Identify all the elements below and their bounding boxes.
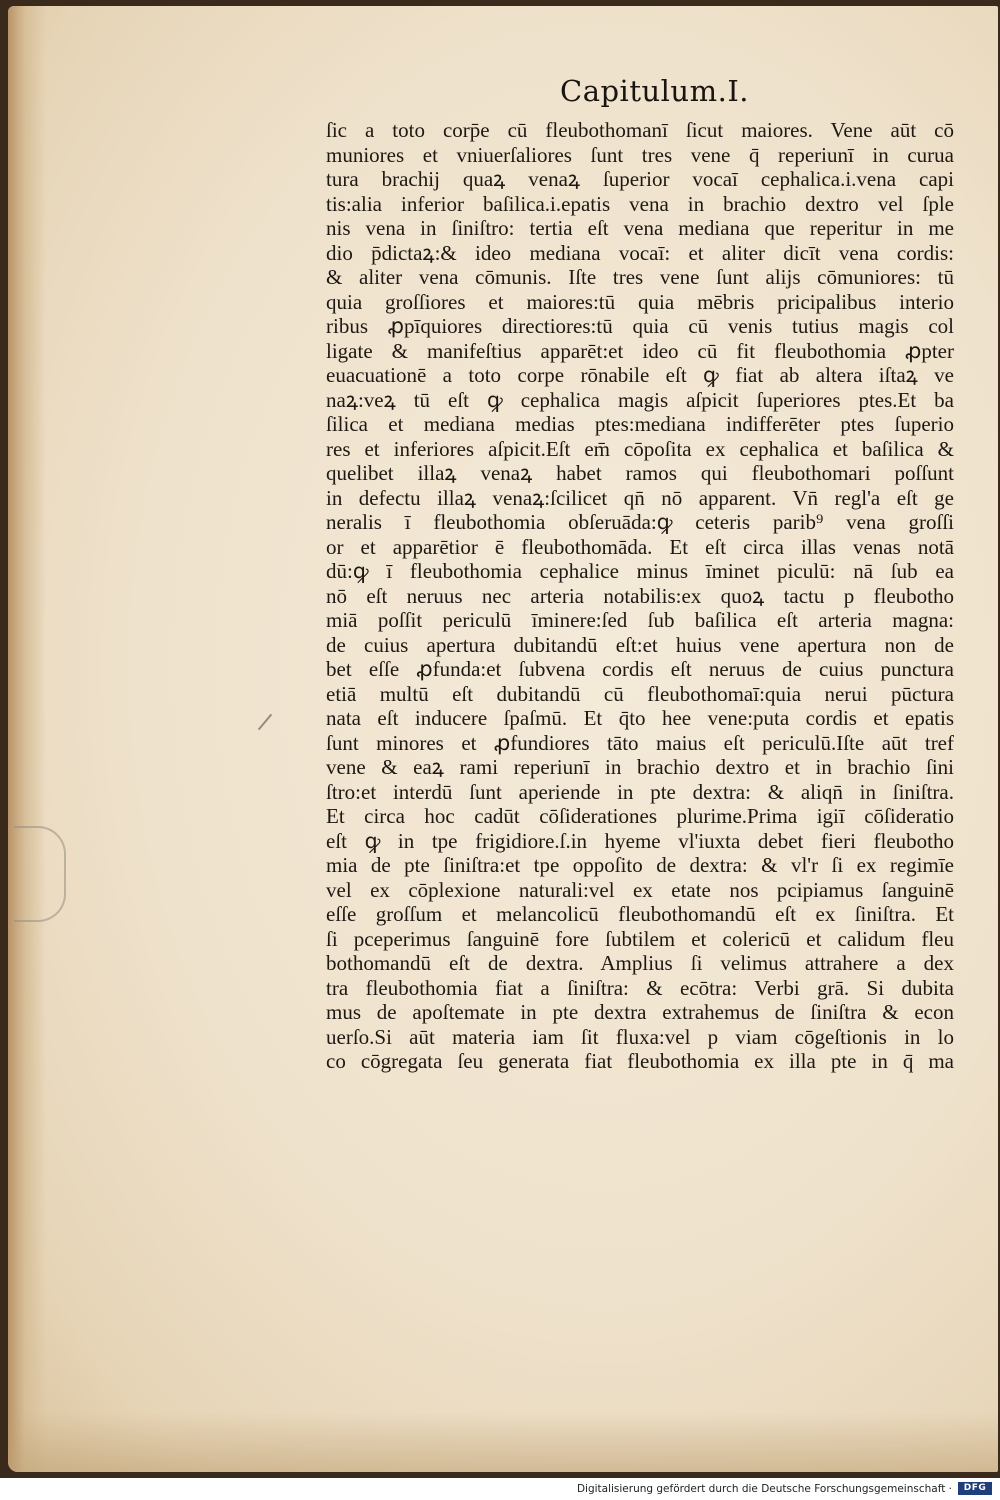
text-line: ſunt minores et ꝓfundiores tāto maius eſt periculū.Iſte aūt tref bbox=[326, 730, 954, 755]
text-column bbox=[326, 118, 954, 1074]
page-binding-edge bbox=[8, 6, 46, 1472]
text-line: muniores et vniuerſaliores ſunt tres vene q̄ reperiunī in curua bbox=[326, 142, 954, 167]
text-line: uerſo.Si aūt materia iam ſit fluxa:vel p viam cōgeſtionis in lo bbox=[326, 1024, 954, 1049]
page-clip-mark bbox=[14, 826, 66, 922]
text-line: or et apparētior ē fleubothomāda. Et eſt circa illas venas notā bbox=[326, 534, 954, 559]
text-line: ribus ꝓpīquiores directiores:tū quia cū venis tutius magis col bbox=[326, 314, 954, 338]
text-line: mia de pte ſiniſtra:et tpe oppoſito de dextra: & vl'r ſi ex regimīe bbox=[326, 853, 954, 877]
text-line: quia groſſiores et maiores:tū quia mēbris pricipalibus interio bbox=[326, 289, 954, 314]
text-line: euacuationē a toto corpe rōnabile eſt ꝙ fiat ab altera iſtaꝝ ve bbox=[326, 363, 954, 387]
chapter-heading: Capitulum.I. bbox=[560, 74, 749, 108]
text-line: bothomandū eſt de dextra. Amplius ſi velimus attrahere a dex bbox=[326, 951, 954, 975]
text-line: de cuius apertura dubitandū eſt:et huius vene apertura non de bbox=[326, 632, 954, 657]
text-line: eſt ꝙ in tpe frigidiore.ſ.in hyeme vl'iuxta debet fieri fleubotho bbox=[326, 828, 954, 853]
text-line: eſſe groſſum et melancolicū fleubothomandū eſt ex ſiniſtra. Et bbox=[326, 902, 954, 926]
page-bottom-stain bbox=[8, 1412, 998, 1472]
text-line: Et circa hoc cadūt cōſiderationes plurime.Prima igiī cōſideratio bbox=[326, 804, 954, 828]
text-line: tura brachij quaꝝ venaꝝ ſuperior vocaī cephalica.i.vena capi bbox=[326, 167, 954, 191]
funding-credit: Digitalisierung gefördert durch die Deutsche Forschungsgemeinschaft · bbox=[576, 1483, 952, 1495]
dfg-logo: DFG bbox=[958, 1482, 992, 1495]
text-line: nis vena in ſiniſtro: tertia eſt vena mediana que reperitur in me bbox=[326, 216, 954, 240]
text-line: ſilica et mediana medias ptes:mediana indifferēter ptes ſuperio bbox=[326, 412, 954, 436]
text-line: etiā multū eſt dubitandū cū fleubothomaī:quia nerui pūctura bbox=[326, 681, 954, 706]
text-line: neralis ī fleubothomia obſeruāda:ꝙ ceteris parib⁹ vena groſſi bbox=[326, 510, 954, 534]
text-line: quelibet illaꝝ venaꝝ habet ramos qui fleubothomari poſſunt bbox=[326, 461, 954, 485]
text-line: tra fleubothomia fiat a ſiniſtra: & ecōtra: Verbi grā. Si dubita bbox=[326, 975, 954, 1000]
text-line: dū:ꝙ ī fleubothomia cephalice minus īminet piculū: nā ſub ea bbox=[326, 559, 954, 583]
text-line: naꝝ:veꝝ tū eſt ꝙ cephalica magis aſpicit ſuperiores ptes.Et ba bbox=[326, 387, 954, 412]
text-line: res et inferiores aſpicit.Eſt em̄ cōpoſita ex cephalica et baſilica & bbox=[326, 436, 954, 461]
margin-stroke-mark bbox=[258, 714, 272, 731]
text-line: ligate & manifeſtius apparēt:et ideo cū fit fleubothomia ꝓpter bbox=[326, 338, 954, 363]
text-line: bet eſſe ꝓfunda:et ſubvena cordis eſt neruus de cuius punctura bbox=[326, 657, 954, 681]
text-line: dio p̄dictaꝝ:& ideo mediana vocaī: et aliter dicīt vena cordis: bbox=[326, 240, 954, 265]
text-line: mus de apoſtemate in pte dextra extrahemus de ſiniſtra & econ bbox=[326, 1000, 954, 1024]
text-line: & aliter vena cōmunis. Iſte tres vene ſunt alijs cōmuniores: tū bbox=[326, 265, 954, 289]
text-line: nata eſt inducere ſpaſmū. Et q̄to hee vene:puta cordis et epatis bbox=[326, 706, 954, 730]
text-line: ſi pceperimus ſanguinē fore ſubtilem et colericū et calidum fleu bbox=[326, 926, 954, 951]
text-line: miā poſſit periculū īminere:ſed ſub baſilica eſt arteria magna: bbox=[326, 608, 954, 632]
text-line: nō eſt neruus nec arteria notabilis:ex quoꝝ tactu p fleubotho bbox=[326, 583, 954, 608]
text-line: vel ex cōplexione naturali:vel ex etate nos pcipiamus ſanguinē bbox=[326, 877, 954, 902]
text-line: ſtro:et interdū ſunt aperiende in pte dextra: & aliqn̄ in ſiniſtra. bbox=[326, 779, 954, 804]
text-line: ſic a toto corp̄e cū fleubothomanī ſicut maiores. Vene aūt cō bbox=[326, 118, 954, 142]
text-line: vene & eaꝝ rami reperiunī in brachio dextro et in brachio ſini bbox=[326, 755, 954, 779]
text-line: co cōgregata ſeu generata fiat fleubothomia ex illa pte in q̄ ma bbox=[326, 1049, 954, 1073]
text-line: tis:alia inferior baſilica.i.epatis vena in brachio dextro vel ſple bbox=[326, 191, 954, 216]
text-line: in defectu illaꝝ venaꝝ:ſcilicet qn̄ nō apparent. Vn̄ regl'a eſt ge bbox=[326, 485, 954, 510]
